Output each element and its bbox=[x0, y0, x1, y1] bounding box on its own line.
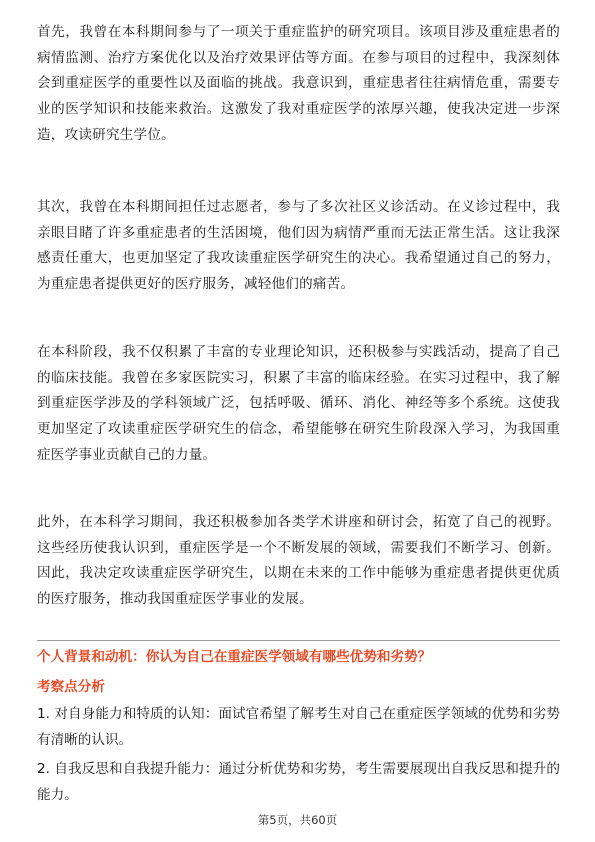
page-number-footer: 第5页，共60页 bbox=[257, 813, 338, 827]
interview-question: 个人背景和动机：你认为自己在重症医学领域有哪些优势和劣势？ bbox=[37, 649, 432, 665]
analysis-point: 2. 自我反思和自我提升能力：通过分析优势和劣势，考生需要展现出自我反思和提升的能力。 bbox=[37, 761, 560, 804]
analysis-heading: 考察点分析 bbox=[37, 679, 105, 695]
section-divider bbox=[37, 640, 560, 641]
analysis-point: 1. 对自身能力和特质的认知：面试官希望了解考生对自己在重症医学领域的优势和劣势有清晰的认识。 bbox=[37, 706, 560, 748]
paragraph-3: 在本科阶段，我不仅积累了丰富的专业理论知识，还积极参与实践活动，提高了自己的临床技能。我曾在多家医院实习，积累了丰富的临床经验。在实习过程中，我了解到重症医学涉及的学科领域广泛，包括呼吸、循环、消化、神经等多个系统。这使我更加坚定了攻读重症医学研究生的信念，希望能够在研究生阶段深入学习，为我国重症医学事业贡献自己的力量。 bbox=[37, 344, 560, 463]
paragraph-2: 其次，我曾在本科期间担任过志愿者，参与了多次社区义诊活动。在义诊过程中，我亲眼目睹了许多重症患者的生活困境，他们因为病情严重而无法正常生活。这让我深感责任重大，也更加坚定了我攻读重症医学研究生的决心。我希望通过自己的努力，为重症患者提供更好的医疗服务，减轻他们的痛苦。 bbox=[37, 199, 560, 293]
paragraph-4: 此外，在本科学习期间，我还积极参加各类学术讲座和研讨会，拓宽了自己的视野。这些经历使我认识到，重症医学是一个不断发展的领域，需要我们不断学习、创新。因此，我决定攻读重症医学研究生，以期在未来的工作中能够为重症患者提供更优质的医疗服务，推动我国重症医学事业的发展。 bbox=[37, 514, 560, 608]
paragraph-1: 首先，我曾在本科期间参与了一项关于重症监护的研究项目。该项目涉及重症患者的病情监测、治疗方案优化以及治疗效果评估等方面。在参与项目的过程中，我深刻体会到重症医学的重要性以及面临的挑战。我意识到，重症患者往往病情危重，需要专业的医学知识和技能来救治。这激发了我对重症医学的浓厚兴趣，使我决定进一步深造，攻读研究生学位。 bbox=[37, 24, 560, 143]
analysis-point-list bbox=[37, 702, 560, 813]
